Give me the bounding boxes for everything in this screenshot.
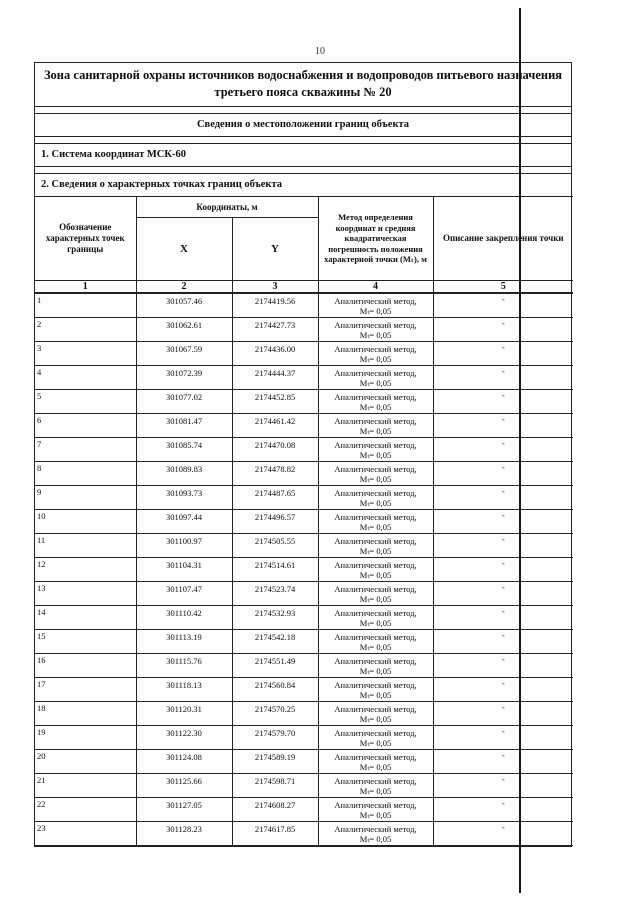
document-frame (34, 62, 572, 847)
coord-x: 301127.05 (136, 798, 232, 822)
method-cell (318, 582, 433, 606)
table-row (35, 750, 573, 774)
coord-x: 301115.76 (136, 654, 232, 678)
coord-y: 2174589.19 (232, 750, 318, 774)
table-row (35, 462, 573, 486)
point-description: - (433, 606, 573, 630)
coord-x: 301072.39 (136, 366, 232, 390)
method-text: Аналитический метод, (334, 775, 417, 786)
point-id: 11 (35, 534, 136, 558)
coord-y: 2174608.27 (232, 798, 318, 822)
col-num: 2 (136, 281, 232, 294)
method-text: Аналитический метод, (334, 607, 417, 618)
coord-y: 2174452.85 (232, 390, 318, 414)
method-error: Mₜ= 0,05 (359, 809, 392, 820)
point-id: 2 (35, 318, 136, 342)
coord-system: 1. Система координат МСК-60 (35, 144, 571, 167)
point-description: - (433, 750, 573, 774)
coord-y: 2174617.85 (232, 822, 318, 846)
table-row (35, 774, 573, 798)
method-cell (318, 750, 433, 774)
table-row (35, 390, 573, 414)
method-cell (318, 366, 433, 390)
col-x: X (136, 218, 232, 281)
point-description: - (433, 798, 573, 822)
col-designation: Обозначение характерных точек границы (35, 197, 136, 281)
coord-y: 2174514.61 (232, 558, 318, 582)
point-id: 13 (35, 582, 136, 606)
method-cell (318, 630, 433, 654)
method-text: Аналитический метод, (334, 679, 417, 690)
point-description: - (433, 822, 573, 846)
method-error: Mₜ= 0,05 (359, 425, 392, 436)
point-id: 20 (35, 750, 136, 774)
method-text: Аналитический метод, (334, 559, 417, 570)
method-cell (318, 678, 433, 702)
method-cell (318, 654, 433, 678)
section-header: Сведения о местоположении границ объекта (35, 114, 571, 137)
method-error: Mₜ= 0,05 (359, 737, 392, 748)
coord-x: 301062.61 (136, 318, 232, 342)
method-error: Mₜ= 0,05 (359, 617, 392, 628)
method-cell (318, 510, 433, 534)
coord-x: 301125.66 (136, 774, 232, 798)
col-num: 3 (232, 281, 318, 294)
method-cell (318, 822, 433, 846)
point-description: - (433, 558, 573, 582)
method-cell (318, 558, 433, 582)
method-error: Mₜ= 0,05 (359, 329, 392, 340)
coord-x: 301057.46 (136, 293, 232, 318)
coord-y: 2174427.73 (232, 318, 318, 342)
method-error: Mₜ= 0,05 (359, 545, 392, 556)
coord-x: 301110.42 (136, 606, 232, 630)
point-id: 12 (35, 558, 136, 582)
col-num: 4 (318, 281, 433, 294)
column-numbers-row (35, 281, 573, 294)
method-cell (318, 390, 433, 414)
method-cell (318, 438, 433, 462)
method-error: Mₜ= 0,05 (359, 689, 392, 700)
point-description: - (433, 630, 573, 654)
coord-x: 301097.44 (136, 510, 232, 534)
coord-y: 2174478.82 (232, 462, 318, 486)
point-description: - (433, 654, 573, 678)
page-number: 10 (315, 46, 325, 57)
point-id: 1 (35, 293, 136, 318)
point-id: 21 (35, 774, 136, 798)
table-row (35, 630, 573, 654)
coord-y: 2174551.49 (232, 654, 318, 678)
point-description: - (433, 726, 573, 750)
method-text: Аналитический метод, (334, 655, 417, 666)
point-description: - (433, 462, 573, 486)
point-description: - (433, 390, 573, 414)
method-cell (318, 606, 433, 630)
coord-y: 2174560.84 (232, 678, 318, 702)
method-text: Аналитический метод, (334, 535, 417, 546)
method-text: Аналитический метод, (334, 439, 417, 450)
coord-x: 301120.31 (136, 702, 232, 726)
method-error: Mₜ= 0,05 (359, 641, 392, 652)
coord-x: 301081.47 (136, 414, 232, 438)
method-error: Mₜ= 0,05 (359, 761, 392, 772)
method-text: Аналитический метод, (334, 319, 417, 330)
method-cell (318, 318, 433, 342)
coord-y: 2174461.42 (232, 414, 318, 438)
point-description: - (433, 582, 573, 606)
table-row (35, 822, 573, 846)
method-text: Аналитический метод, (334, 511, 417, 522)
coord-y: 2174523.74 (232, 582, 318, 606)
method-text: Аналитический метод, (334, 799, 417, 810)
point-description: - (433, 438, 573, 462)
point-description: - (433, 510, 573, 534)
points-table (35, 196, 573, 846)
coord-x: 301077.02 (136, 390, 232, 414)
coord-y: 2174570.25 (232, 702, 318, 726)
coord-y: 2174579.70 (232, 726, 318, 750)
method-text: Аналитический метод, (334, 415, 417, 426)
spacer (35, 167, 571, 174)
method-error: Mₜ= 0,05 (359, 521, 392, 532)
point-id: 14 (35, 606, 136, 630)
coord-y: 2174542.18 (232, 630, 318, 654)
coord-x: 301122.30 (136, 726, 232, 750)
table-row (35, 798, 573, 822)
method-text: Аналитический метод, (334, 343, 417, 354)
method-cell (318, 774, 433, 798)
col-method: Метод определения координат и средняя квадратическая погрешность положения характерной точки (Mₜ), м (318, 197, 433, 281)
coord-x: 301085.74 (136, 438, 232, 462)
table-row (35, 678, 573, 702)
method-cell (318, 293, 433, 318)
method-cell (318, 342, 433, 366)
coord-x: 301107.47 (136, 582, 232, 606)
method-error: Mₜ= 0,05 (359, 593, 392, 604)
method-error: Mₜ= 0,05 (359, 353, 392, 364)
point-id: 6 (35, 414, 136, 438)
point-id: 22 (35, 798, 136, 822)
col-num: 1 (35, 281, 136, 294)
coord-x: 301100.97 (136, 534, 232, 558)
method-text: Аналитический метод, (334, 703, 417, 714)
point-description: - (433, 414, 573, 438)
method-cell (318, 462, 433, 486)
table-row (35, 534, 573, 558)
method-error: Mₜ= 0,05 (359, 713, 392, 724)
coord-y: 2174532.93 (232, 606, 318, 630)
point-id: 8 (35, 462, 136, 486)
point-id: 10 (35, 510, 136, 534)
point-id: 19 (35, 726, 136, 750)
method-text: Аналитический метод, (334, 487, 417, 498)
col-y: Y (232, 218, 318, 281)
method-text: Аналитический метод, (334, 751, 417, 762)
point-description: - (433, 366, 573, 390)
point-description: - (433, 342, 573, 366)
method-error: Mₜ= 0,05 (359, 497, 392, 508)
coord-y: 2174436.00 (232, 342, 318, 366)
coord-x: 301118.13 (136, 678, 232, 702)
point-id: 16 (35, 654, 136, 678)
table-row (35, 558, 573, 582)
method-error: Mₜ= 0,05 (359, 569, 392, 580)
method-error: Mₜ= 0,05 (359, 377, 392, 388)
method-error: Mₜ= 0,05 (359, 401, 392, 412)
coord-x: 301093.73 (136, 486, 232, 510)
point-id: 3 (35, 342, 136, 366)
method-error: Mₜ= 0,05 (359, 473, 392, 484)
point-description: - (433, 702, 573, 726)
table-row (35, 654, 573, 678)
table-row (35, 342, 573, 366)
table-row (35, 318, 573, 342)
table-row (35, 414, 573, 438)
method-text: Аналитический метод, (334, 727, 417, 738)
method-text: Аналитический метод, (334, 583, 417, 594)
coord-x: 301128.23 (136, 822, 232, 846)
table-row (35, 702, 573, 726)
method-error: Mₜ= 0,05 (359, 785, 392, 796)
point-description: - (433, 678, 573, 702)
coord-x: 301104.31 (136, 558, 232, 582)
table-row (35, 438, 573, 462)
spacer (35, 107, 571, 114)
method-text: Аналитический метод, (334, 631, 417, 642)
point-id: 5 (35, 390, 136, 414)
point-description: - (433, 486, 573, 510)
coord-y: 2174496.57 (232, 510, 318, 534)
point-id: 7 (35, 438, 136, 462)
coord-x: 301067.59 (136, 342, 232, 366)
point-id: 4 (35, 366, 136, 390)
coord-x: 301113.19 (136, 630, 232, 654)
coord-y: 2174487.65 (232, 486, 318, 510)
coord-y: 2174419.56 (232, 293, 318, 318)
method-cell (318, 534, 433, 558)
coord-x: 301124.08 (136, 750, 232, 774)
coord-y: 2174505.55 (232, 534, 318, 558)
point-description: - (433, 293, 573, 318)
method-text: Аналитический метод, (334, 823, 417, 834)
coord-y: 2174444.37 (232, 366, 318, 390)
points-section-title: 2. Сведения о характерных точках границ объекта (41, 179, 282, 190)
table-row (35, 726, 573, 750)
method-error: Mₜ= 0,05 (359, 305, 392, 316)
method-error: Mₜ= 0,05 (359, 833, 392, 844)
table-row (35, 486, 573, 510)
col-coordinates: Координаты, м (136, 197, 318, 218)
method-text: Аналитический метод, (334, 367, 417, 378)
table-row (35, 582, 573, 606)
col-num: 5 (433, 281, 573, 294)
coord-y: 2174470.08 (232, 438, 318, 462)
method-error: Mₜ= 0,05 (359, 449, 392, 460)
document-title: Зона санитарной охраны источников водоснабжения и водопроводов питьевого назначения третьего пояса скважины № 20 (35, 63, 571, 107)
method-text: Аналитический метод, (334, 295, 417, 306)
spacer (35, 137, 571, 144)
coord-x: 301089.83 (136, 462, 232, 486)
method-text: Аналитический метод, (334, 463, 417, 474)
method-cell (318, 414, 433, 438)
method-cell (318, 798, 433, 822)
method-text: Аналитический метод, (334, 391, 417, 402)
table-row (35, 510, 573, 534)
point-description: - (433, 774, 573, 798)
method-cell (318, 726, 433, 750)
table-row (35, 293, 573, 318)
table-row (35, 366, 573, 390)
method-cell (318, 702, 433, 726)
table-row (35, 606, 573, 630)
point-id: 23 (35, 822, 136, 846)
col-description: Описание закрепления точки (433, 197, 573, 281)
method-error: Mₜ= 0,05 (359, 665, 392, 676)
point-description: - (433, 318, 573, 342)
point-description: - (433, 534, 573, 558)
point-id: 15 (35, 630, 136, 654)
point-id: 17 (35, 678, 136, 702)
method-cell (318, 486, 433, 510)
point-id: 18 (35, 702, 136, 726)
coord-y: 2174598.71 (232, 774, 318, 798)
point-id: 9 (35, 486, 136, 510)
